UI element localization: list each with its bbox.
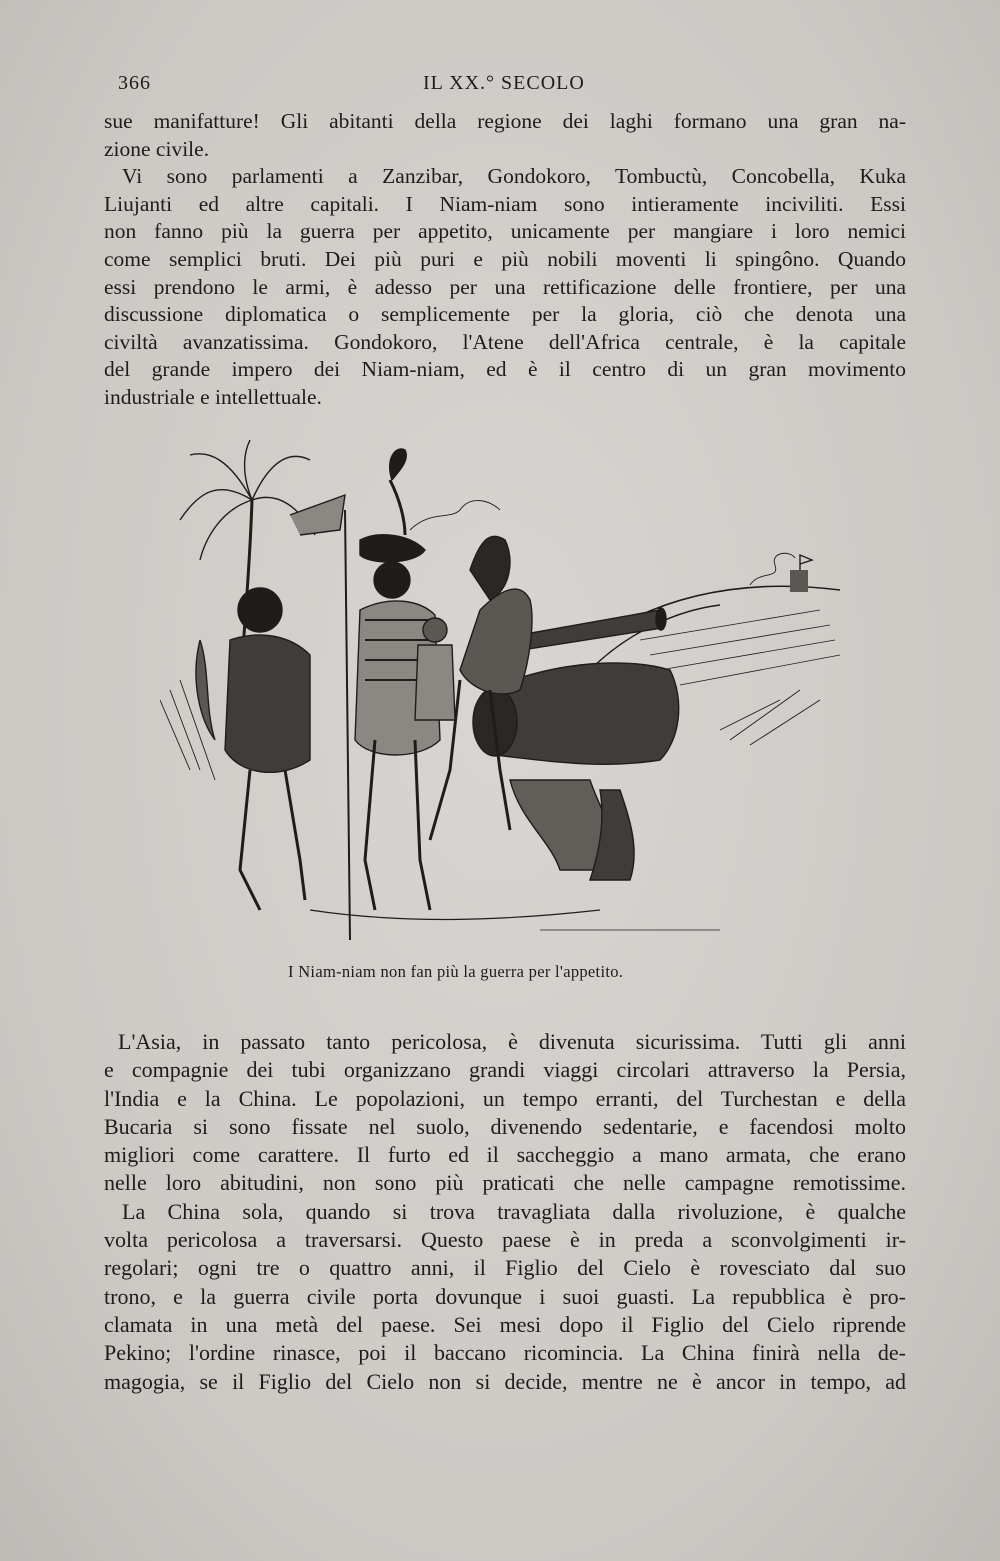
text-line: l'India e la China. Le popolazioni, un tempo erranti, del Turchestan e della: [104, 1085, 906, 1111]
text-line: clamata in una metà del paese. Sei mesi dopo il Figlio del Cielo riprende: [104, 1311, 906, 1337]
text-line: La China sola, quando si trova travagliata dalla rivoluzione, è qualche: [122, 1198, 906, 1224]
page-header: [118, 72, 898, 102]
text-line: industriale e intellettuale.: [104, 384, 322, 409]
text-line: essi prendono le armi, è adesso per una rettificazione delle frontiere, per una: [104, 274, 906, 299]
text-line: Pekino; l'ordine rinasce, poi il baccano ricomincia. La China finirà nella de-: [104, 1340, 906, 1366]
text-line: zione civile.: [104, 136, 210, 161]
text-line: del grande impero dei Niam-niam, ed è il centro di un gran movimento: [104, 357, 906, 382]
engraving-illustration: [160, 440, 860, 950]
text-line: come semplici bruti. Dei più puri e più nobili moventi li spingôno. Quando: [104, 246, 906, 271]
text-line: nelle loro abitudini, non sono più praticati che nelle campagne remotissime.: [104, 1170, 906, 1196]
text-line: Liujanti ed altre capitali. I Niam-niam sono intieramente inciviliti. Essi: [104, 191, 906, 216]
body-text-top: [104, 108, 906, 412]
text-line: discussione diplomatica o semplicemente per la gloria, ciò che denota una: [104, 302, 906, 327]
text-line: non fanno più la guerra per appetito, unicamente per mangiare i loro nemici: [104, 219, 906, 244]
text-line: volta pericolosa a traversarsi. Questo paese è in preda a sconvolgimenti ir-: [104, 1227, 906, 1253]
text-line: Bucaria si sono fissate nel suolo, divenendo sedentarie, e facendosi molto: [104, 1113, 906, 1139]
body-text-bottom: [104, 1028, 906, 1396]
text-line: e compagnie dei tubi organizzano grandi viaggi circolari attraverso la Persia,: [104, 1057, 906, 1083]
page-number: 366: [118, 72, 151, 94]
text-line: sue manifatture! Gli abitanti della regione dei laghi formano una gran na-: [104, 109, 906, 133]
text-line: magogia, se il Figlio del Cielo non si decide, mentre ne è ancor in tempo, ad: [104, 1368, 906, 1394]
text-line: trono, e la guerra civile porta dovunque i suoi guasti. La repubblica è pro-: [104, 1283, 906, 1309]
figure-caption: I Niam-niam non fan più la guerra per l'appetito.: [288, 962, 624, 981]
text-line: migliori come carattere. Il furto ed il saccheggio a mano armata, che erano: [104, 1142, 906, 1168]
text-line: regolari; ogni tre o quattro anni, il Figlio del Cielo è rovesciato dal suo: [104, 1255, 906, 1281]
text-line: L'Asia, in passato tanto pericolosa, è divenuta sicurissima. Tutti gli anni: [118, 1029, 906, 1054]
text-line: civiltà avanzatissima. Gondokoro, l'Atene dell'Africa centrale, è la capitale: [104, 329, 906, 354]
engraving-drawing: [160, 440, 860, 950]
text-line: Vi sono parlamenti a Zanzibar, Gondokoro, Tombuctù, Concobella, Kuka: [122, 164, 906, 189]
running-title: IL XX.° SECOLO: [423, 72, 585, 94]
